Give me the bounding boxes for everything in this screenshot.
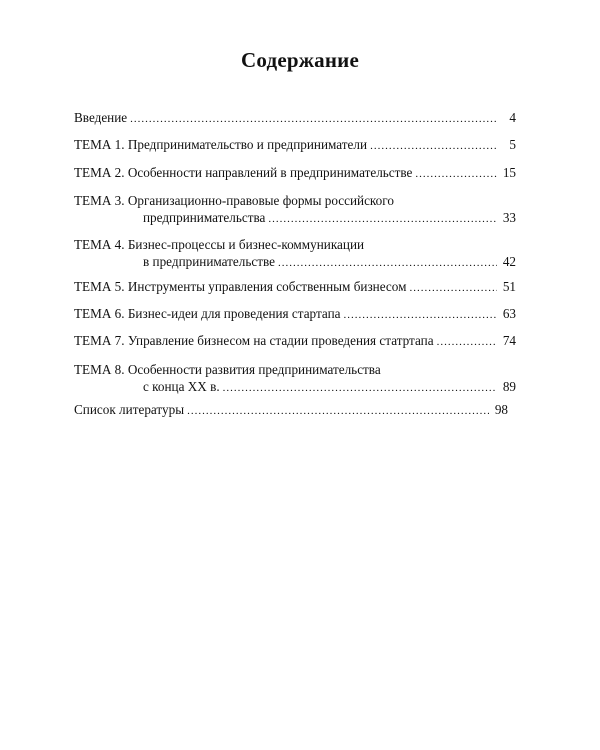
toc-page-number: 4 [509, 110, 516, 125]
toc-topic-number: ТЕМА 3. [74, 193, 125, 208]
toc-topic-number: ТЕМА 2. [74, 165, 125, 180]
leader-dots [437, 334, 497, 350]
leader-dots [130, 111, 497, 127]
toc-entry-topic-8[interactable] [74, 361, 516, 396]
toc-entry-topic-4[interactable] [74, 236, 516, 271]
toc-entry-title-line1: Особенности развития предпринимательства [127, 362, 381, 377]
toc-topic-number: ТЕМА 5. [74, 279, 125, 294]
toc-topic-number: ТЕМА 4. [74, 237, 125, 252]
toc-entry-title: Введение [74, 110, 128, 125]
toc-page-number: 63 [502, 306, 516, 321]
toc-entry-title: Инструменты управления собственным бизнесом [127, 279, 407, 294]
toc-entry-title: Предпринимательство и предприниматели [127, 137, 368, 152]
leader-dots [187, 403, 489, 419]
leader-dots [223, 380, 497, 396]
toc-page-number: 74 [502, 333, 516, 348]
toc-topic-number: ТЕМА 6. [74, 306, 125, 321]
toc-entry-topic-7[interactable] [74, 333, 516, 350]
leader-dots [409, 280, 497, 296]
toc-entry-title-line2: в предпринимательстве [143, 254, 275, 269]
toc-entry-title-line2: с конца XX в. [143, 379, 220, 394]
toc-topic-number: ТЕМА 8. [74, 362, 125, 377]
toc-entry-title-line2: предпринимательства [143, 210, 266, 225]
toc-topic-number: ТЕМА 7. [74, 333, 125, 348]
leader-dots [344, 307, 498, 323]
toc-page-number: 42 [502, 254, 516, 269]
toc-entry-bibliography[interactable] [74, 402, 508, 419]
toc-entry-title: Бизнес-идеи для проведения стартапа [127, 306, 341, 321]
toc-entry-title-line1: Бизнес-процессы и бизнес-коммуникации [127, 237, 365, 252]
leader-dots [370, 138, 497, 154]
page-title: Содержание [241, 48, 359, 72]
toc-topic-number: ТЕМА 1. [74, 137, 125, 152]
toc-entry-topic-2[interactable] [74, 165, 516, 182]
toc-page-number: 5 [509, 137, 516, 152]
toc-entry-title-line1: Организационно-правовые формы российского [127, 193, 394, 208]
leader-dots [415, 166, 497, 182]
toc-entry-title: Список литературы [74, 402, 185, 417]
toc-page-number: 89 [502, 379, 516, 394]
toc-entry-topic-1[interactable] [74, 137, 516, 154]
toc-entry-topic-3[interactable] [74, 192, 516, 227]
toc-page-number: 51 [502, 279, 516, 294]
toc-entry-introduction[interactable] [74, 110, 516, 127]
toc-entry-topic-5[interactable] [74, 279, 516, 296]
toc-entry-topic-6[interactable] [74, 306, 516, 323]
toc-page-number: 15 [502, 165, 516, 180]
leader-dots [278, 255, 497, 271]
toc-entry-title: Управление бизнесом на стадии проведения статртапа [127, 333, 434, 348]
toc-page-number: 98 [494, 402, 508, 417]
toc-page-number: 33 [502, 210, 516, 225]
leader-dots [268, 211, 497, 227]
toc-entry-title: Особенности направлений в предпринимательстве [127, 165, 413, 180]
